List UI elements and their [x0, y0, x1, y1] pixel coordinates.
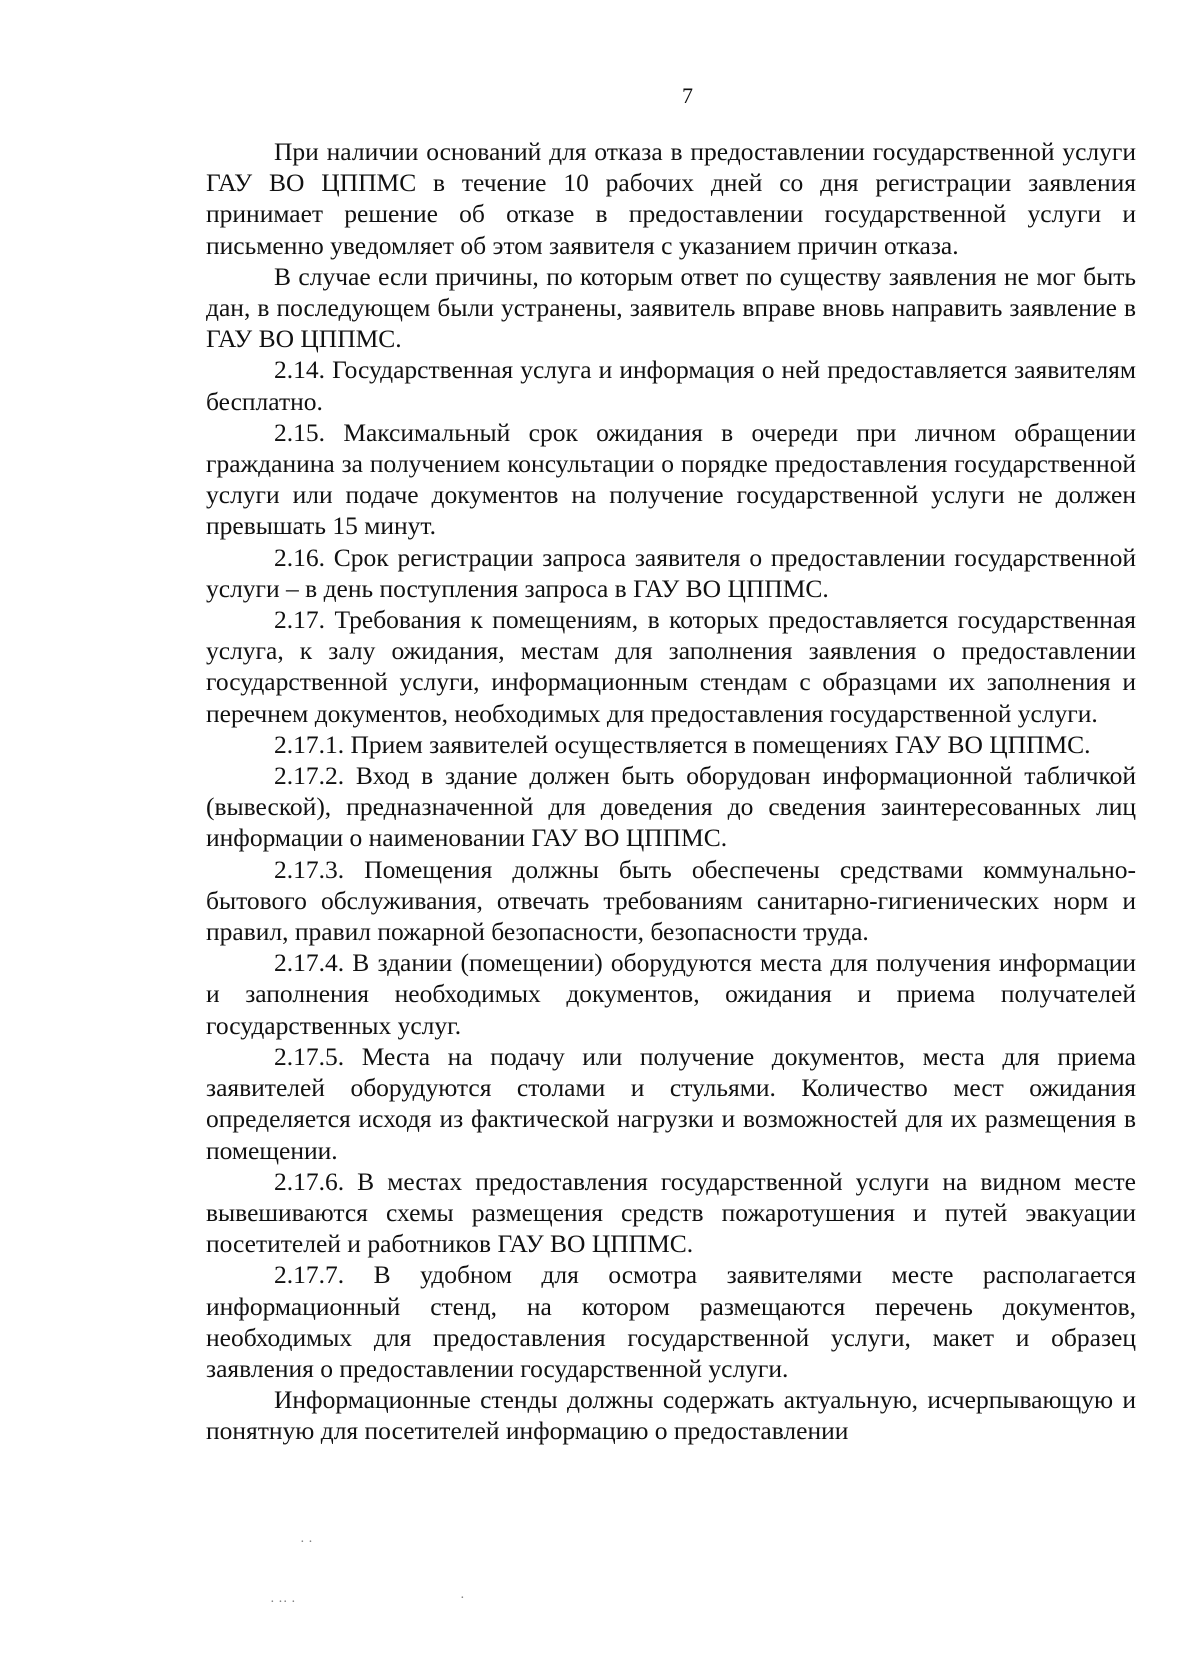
paragraph-reapplication: В случае если причины, по которым ответ по существу заявления не мог быть дан, в последующем были устранены, заявитель вправе вновь направить заявление в ГАУ ВО ЦППМС.	[206, 261, 1136, 354]
paragraph-2-17-7: 2.17.7. В удобном для осмотра заявителями месте располагается информационный стенд, на котором размещаются перечень документов, необходимых для предоставления государственной услуги, макет и образец заявления о предоставлении государственной услуги.	[206, 1260, 1136, 1383]
paragraph-2-15: 2.15. Максимальный срок ожидания в очереди при личном обращении гражданина за получением консультации о порядке предоставления государственной услуги или подаче документов на получение государственной услуги не должен превышать 15 минут.	[206, 417, 1136, 541]
scan-artifact: · ·· ·	[270, 1595, 296, 1610]
paragraph-2-17-3: 2.17.3. Помещения должны быть обеспечены средствами коммунально-бытового обслуживания, отвечать требованиям санитарно-гигиенических норм и правил, правил пожарной безопасности, безопасности труда.	[206, 854, 1136, 947]
scan-artifact: ·	[460, 1591, 465, 1606]
paragraph-2-14: 2.14. Государственная услуга и информация о ней предоставляется заявителям бесплатно.	[206, 355, 1136, 416]
paragraph-2-16: 2.16. Срок регистрации запроса заявителя о предоставлении государственной услуги – в день поступления запроса в ГАУ ВО ЦППМС.	[206, 542, 1136, 603]
paragraph-2-17-1: 2.17.1. Прием заявителей осуществляется в помещениях ГАУ ВО ЦППМС.	[274, 729, 1091, 759]
paragraph-2-17-6: 2.17.6. В местах предоставления государственной услуги на видном месте вывешиваются схемы размещения средств пожаротушения и путей эвакуации посетителей и работников ГАУ ВО ЦППМС.	[206, 1166, 1136, 1259]
paragraph-2-17-5: 2.17.5. Места на подачу или получение документов, места для приема заявителей оборудуются столами и стульями. Количество мест ожидания определяется исходя из фактической нагрузки и возможностей для их размещения в помещении.	[206, 1041, 1136, 1165]
scan-artifact: · ·	[300, 1535, 313, 1550]
paragraph-2-17: 2.17. Требования к помещениям, в которых предоставляется государственная услуга, к залу ожидания, местам для заполнения заявления о предоставлении государственной услуги, информационным стендам с образцами их заполнения и перечнем документов, необходимых для предоставления государственной услуги.	[206, 605, 1136, 728]
paragraph-2-17-2: 2.17.2. Вход в здание должен быть оборудован информационной табличкой (вывеской), предназначенной для доведения до сведения заинтересованных лиц информации о наименовании ГАУ ВО ЦППМС.	[206, 761, 1136, 853]
paragraph-info-stands: Информационные стенды должны содержать актуальную, исчерпывающую и понятную для посетителей информацию о предоставлении	[206, 1385, 1136, 1446]
paragraph-2-17-4: 2.17.4. В здании (помещении) оборудуются места для получения информации и заполнения необходимых документов, ожидания и приема получателей государственных услуг.	[206, 948, 1136, 1040]
page-number: 7	[682, 83, 693, 108]
paragraph-refusal-notice: При наличии оснований для отказа в предоставлении государственной услуги ГАУ ВО ЦППМС в течение 10 рабочих дней со дня регистрации заявления принимает решение об отказе в предоставлении государственной услуги и письменно уведомляет об этом заявителя с указанием причин отказа.	[206, 137, 1136, 260]
document-body	[206, 136, 1136, 1447]
